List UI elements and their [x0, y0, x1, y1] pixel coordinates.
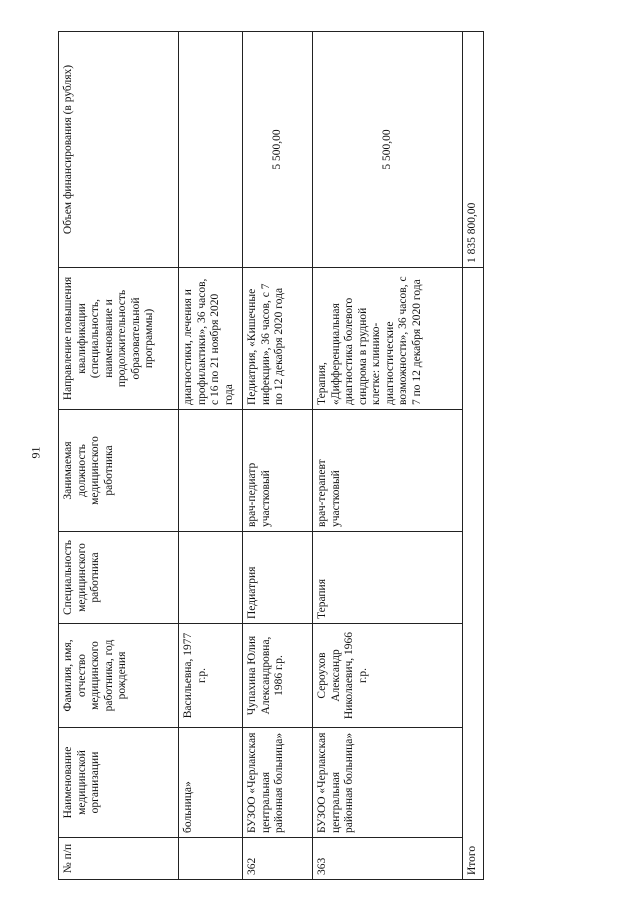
cell-organization: БУЗОО «Черлакская центральная районная больница» [243, 728, 313, 838]
cell-no [179, 838, 243, 880]
table-header-row [59, 32, 179, 880]
header-direction: Направление повышения квалификации (специальность, наименование и продолжительность образовательной программы) [59, 268, 179, 410]
cell-name: Васильевна, 1977 г.р. [179, 624, 243, 728]
cell-specialty: Педиатрия [243, 532, 313, 624]
table-row [313, 32, 463, 880]
table-row [243, 32, 313, 880]
rotated-table-container [58, 32, 478, 880]
funding-table [58, 31, 484, 880]
total-label: Итого [463, 268, 484, 880]
cell-organization: больница» [179, 728, 243, 838]
header-specialty: Специальность медицинского работника [59, 532, 179, 624]
cell-position: врач-терапевт участковый [313, 410, 463, 532]
cell-funding [179, 32, 243, 268]
header-funding: Объем финансирования (в рублях) [59, 32, 179, 268]
table-row [179, 32, 243, 880]
header-organization: Наименование медицинской организации [59, 728, 179, 838]
total-row [463, 32, 484, 880]
cell-name: Чупахина Юлия Александровна, 1986 г.р. [243, 624, 313, 728]
cell-position [179, 410, 243, 532]
cell-position: врач-педиатр участковый [243, 410, 313, 532]
cell-no: 362 [243, 838, 313, 880]
header-name: Фамилия, имя, отчество медицинского работника, год рождения [59, 624, 179, 728]
cell-name: Сероухов Александр Николаевич, 1966 г.р. [313, 624, 463, 728]
header-no: № п/п [59, 838, 179, 880]
cell-organization: БУЗОО «Черлакская центральная районная больница» [313, 728, 463, 838]
cell-specialty: Терапия [313, 532, 463, 624]
cell-direction: Терапия, «Дифференциальная диагностика болевого синдрома в грудной клетке: клинико-диагностические возможности», 36 часов, с 7 по 12 декабря 2020 года [313, 268, 463, 410]
cell-funding: 5 500,00 [243, 32, 313, 268]
cell-direction: диагностики, лечения и профилактики», 36 часов, с 16 по 21 ноября 2020 года [179, 268, 243, 410]
cell-specialty [179, 532, 243, 624]
total-value: 1 835 800,00 [463, 32, 484, 268]
page-number: 91 [28, 446, 43, 459]
cell-direction: Педиатрия, «Кишечные инфекции», 36 часов, с 7 по 12 декабря 2020 года [243, 268, 313, 410]
header-position: Занимаемая должность медицинского работника [59, 410, 179, 532]
cell-no: 363 [313, 838, 463, 880]
cell-funding: 5 500,00 [313, 32, 463, 268]
